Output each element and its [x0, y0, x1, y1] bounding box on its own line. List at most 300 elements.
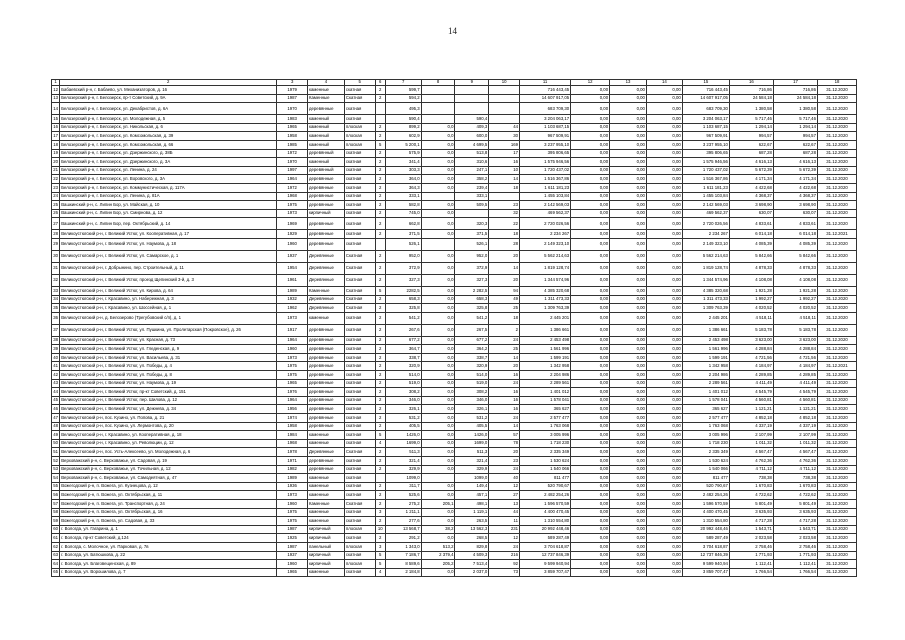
deadline-cell: 31.12.2020	[817, 324, 856, 336]
floors-cell: 2	[375, 158, 385, 167]
cost-cell: 0,00	[571, 353, 610, 362]
address-cell: Белозерский р-н, г. Белозерск, ул. Дзержинского, д. 3А	[60, 158, 277, 167]
floors-cell: 2	[375, 405, 385, 414]
cost-cell: 0,00	[610, 405, 647, 414]
year-cell: 1997	[277, 166, 308, 175]
residents-cell: 57	[489, 431, 520, 440]
table-row	[52, 405, 857, 414]
cost-cell: 20 992 448,46	[682, 525, 729, 534]
unit-cost-cell: 4 184,97	[729, 362, 773, 371]
deadline-cell: 31.12.2021	[817, 230, 856, 239]
cost-cell: 0,00	[610, 140, 647, 149]
cost-cell: 0,00	[571, 517, 610, 526]
table-row	[52, 295, 857, 304]
residential-area-cell: 952,0	[455, 250, 489, 262]
row-number: 65	[52, 568, 60, 577]
total-cost-cell: 5 562 214,63	[519, 250, 570, 262]
max-unit-cost-cell: 4 852,18	[773, 414, 817, 423]
residential-area-cell: 321,4	[455, 457, 489, 466]
cost-cell: 0,00	[610, 286, 647, 295]
cost-cell: 0,00	[610, 103, 647, 115]
column-number: 5	[344, 80, 375, 86]
cost-cell: 0,00	[646, 123, 682, 132]
unit-cost-cell: 1 011,32	[729, 439, 773, 448]
total-cost-cell: 683 709,30	[519, 103, 570, 115]
table-row	[52, 149, 857, 158]
floors-cell: 2	[375, 371, 385, 380]
table-row	[52, 388, 857, 397]
roof-type-cell: плоская	[344, 140, 375, 149]
residential-area-cell: 409,3	[455, 123, 489, 132]
row-number: 25	[52, 201, 60, 210]
table-row	[52, 396, 857, 405]
unit-cost-cell: 630,07	[729, 209, 773, 218]
total-cost-cell: 9 599 940,94	[519, 560, 570, 569]
nonresidential-area-cell: 0,0	[421, 218, 455, 230]
max-unit-cost-cell: 630,07	[773, 209, 817, 218]
total-area-cell: 326,1	[385, 405, 421, 414]
wall-material-cell: каменный	[308, 158, 345, 167]
total-cost-cell: 2 482 254,26	[519, 491, 570, 500]
wall-material-cell: деревянные	[308, 324, 345, 336]
year-cell: 1975	[277, 517, 308, 526]
deadline-cell: 31.12.2020	[817, 295, 856, 304]
total-cost-cell: 2 445 201	[519, 312, 570, 324]
roof-type-cell: скатная	[344, 388, 375, 397]
unit-cost-cell: 4 721,56	[729, 353, 773, 362]
floors-cell: 5	[375, 560, 385, 569]
cost-cell: 1 819 128,74	[682, 262, 729, 274]
cost-cell: 0,00	[610, 414, 647, 423]
unit-cost-cell: 2 023,58	[729, 534, 773, 543]
cost-cell: 0,00	[571, 158, 610, 167]
residential-area-cell: 13 562,3	[455, 525, 489, 534]
floors-cell: 2	[375, 457, 385, 466]
nonresidential-area-cell: 0,0	[421, 324, 455, 336]
deadline-cell: 31.12.2020	[817, 209, 856, 218]
roof-type-cell: скатная	[344, 405, 375, 414]
unit-cost-cell: 4 762,36	[729, 457, 773, 466]
nonresidential-area-cell	[421, 192, 455, 201]
total-area-cell: 531,2	[385, 414, 421, 423]
roof-type-cell: Скатная	[344, 448, 375, 457]
row-number: 64	[52, 560, 60, 569]
deadline-cell: 31.12.2020	[817, 439, 856, 448]
deadline-cell: 31.12.2020	[817, 183, 856, 192]
address-cell: г. Вологда, ул. Благовещенская, д. 89	[60, 560, 277, 569]
total-area-cell: 1 211,1	[385, 508, 421, 517]
residents-cell: 40	[489, 474, 520, 483]
total-cost-cell: 1 530 624	[519, 457, 570, 466]
unit-cost-cell: 4 878,33	[729, 262, 773, 274]
year-cell: 1937	[277, 551, 308, 560]
roof-type-cell: скатная	[344, 218, 375, 230]
wall-material-cell: деревянные	[308, 362, 345, 371]
address-cell: Великоустюгский р-н, г. Великий Устюг, ул. Дежнева, д. 34	[60, 405, 277, 414]
total-cost-cell: 2 453 498	[519, 336, 570, 345]
deadline-cell: 31.12.2020	[817, 525, 856, 534]
unit-cost-cell: 24 584,18	[729, 94, 773, 103]
nonresidential-area-cell: 0,0	[421, 491, 455, 500]
total-area-cell: 514,0	[385, 371, 421, 380]
residential-area-cell: 338,7	[455, 353, 489, 362]
cost-cell: 0,00	[571, 238, 610, 250]
total-area-cell: 364,3	[385, 183, 421, 192]
year-cell: 1954	[277, 262, 308, 274]
nonresidential-area-cell: 0,0	[421, 132, 455, 141]
total-area-cell: 899,2	[385, 123, 421, 132]
cost-cell: 0,00	[610, 474, 647, 483]
year-cell: 1964	[277, 396, 308, 405]
residential-area-cell	[455, 209, 489, 218]
row-number: 45	[52, 396, 60, 405]
cost-cell: 0,00	[646, 457, 682, 466]
total-area-cell: 371,5	[385, 230, 421, 239]
year-cell: 1970	[277, 158, 308, 167]
residents-cell: 14	[489, 353, 520, 362]
cost-cell: 1 310 554,80	[682, 517, 729, 526]
cost-cell: 0,00	[646, 238, 682, 250]
nonresidential-area-cell: 0,0	[421, 379, 455, 388]
unit-cost-cell: 4 833,61	[729, 218, 773, 230]
address-cell: Великоустюгский р-н, г. Красавино, ул. Набережная, д. 3	[60, 295, 277, 304]
deadline-cell: 31.12.2020	[817, 201, 856, 210]
roof-type-cell: скатная	[344, 230, 375, 239]
wall-material-cell: каменные	[308, 517, 345, 526]
cost-cell: 0,00	[571, 304, 610, 313]
floors-cell	[375, 103, 385, 115]
row-number: 35	[52, 304, 60, 313]
address-cell: Великоустюгский р-н, г. Красавино, ул. Революции, д. 12	[60, 439, 277, 448]
total-cost-cell: 1 455 103,84	[519, 192, 570, 201]
cost-cell: 0,00	[610, 218, 647, 230]
row-number: 32	[52, 274, 60, 286]
roof-type-cell: скатная	[344, 465, 375, 474]
nonresidential-area-cell: 0,0	[421, 274, 455, 286]
cost-cell: 0,00	[571, 525, 610, 534]
residents-cell: 231	[489, 525, 520, 534]
cost-cell: 0,00	[646, 312, 682, 324]
address-cell: Бабаевский р-н, г. Бабаево, ул. Механизаторов, д. 16	[60, 86, 277, 95]
total-cost-cell: 1 386 661	[519, 324, 570, 336]
roof-type-cell: скатная	[344, 149, 375, 158]
total-cost-cell: 395 806,65	[519, 149, 570, 158]
unit-cost-cell: 1 380,58	[729, 103, 773, 115]
total-area-cell: 5 200,1	[385, 140, 421, 149]
total-cost-cell: 1 344 574,96	[519, 274, 570, 286]
residents-cell: 32	[489, 209, 520, 218]
unit-cost-cell: 4 722,62	[729, 491, 773, 500]
cost-cell: 0,00	[646, 324, 682, 336]
deadline-cell: 31.12.2020	[817, 274, 856, 286]
floors-cell: 2	[375, 201, 385, 210]
address-cell: Белозерский р-н, г. Белозерск, ул. Воровского, д. 3А	[60, 175, 277, 184]
roof-type-cell: скатная	[344, 474, 375, 483]
floors-cell: 2	[375, 132, 385, 141]
cost-cell: 0,00	[610, 379, 647, 388]
residents-cell: 24	[489, 542, 520, 551]
nonresidential-area-cell: 0,0	[421, 183, 455, 192]
residents-cell: 20	[489, 448, 520, 457]
max-unit-cost-cell: 4 108,08	[773, 274, 817, 286]
cost-cell: 0,00	[571, 371, 610, 380]
roof-type-cell: скатная	[344, 457, 375, 466]
total-area-cell: 267,6	[385, 324, 421, 336]
nonresidential-area-cell: 0,0	[421, 439, 455, 448]
nonresidential-area-cell: 0,0	[421, 465, 455, 474]
floors-cell: 2	[375, 324, 385, 336]
row-number: 46	[52, 405, 60, 414]
max-unit-cost-cell: 4 518,11	[773, 312, 817, 324]
wall-material-cell: деревянные	[308, 371, 345, 380]
roof-type-cell: Скатная	[344, 250, 375, 262]
unit-cost-cell: 4 288,84	[729, 345, 773, 354]
year-cell: 1975	[277, 371, 308, 380]
total-area-cell: 321,4	[385, 457, 421, 466]
residents-cell: 73	[489, 568, 520, 577]
residential-area-cell: 364,2	[455, 345, 489, 354]
year-cell: 1960	[277, 499, 308, 508]
unit-cost-cell: 4 289,85	[729, 371, 773, 380]
nonresidential-area-cell: 0,0	[421, 149, 455, 158]
total-area-cell: 526,1	[385, 238, 421, 250]
cost-cell: 0,00	[646, 534, 682, 543]
residential-area-cell: 1699,0	[455, 439, 489, 448]
unit-cost-cell: 1 294,14	[729, 123, 773, 132]
year-cell: 1975	[277, 201, 308, 210]
year-cell: 1985	[277, 140, 308, 149]
max-unit-cost-cell: 4 020,52	[773, 304, 817, 313]
floors-cell: 3	[375, 542, 385, 551]
residential-area-cell: 333,1	[455, 192, 489, 201]
column-number: 8	[421, 80, 455, 86]
residents-cell: 18	[489, 312, 520, 324]
wall-material-cell: деревянные	[308, 405, 345, 414]
total-area-cell: 346,0	[385, 396, 421, 405]
year-cell: 1983	[277, 115, 308, 124]
residents-cell: 11	[489, 517, 520, 526]
roof-type-cell: Скатная	[344, 295, 375, 304]
table-row	[52, 192, 857, 201]
year-cell: 1936	[277, 482, 308, 491]
nonresidential-area-cell: 0,0	[421, 422, 455, 431]
cost-cell: 0,00	[610, 422, 647, 431]
row-number: 31	[52, 262, 60, 274]
year-cell: 1958	[277, 132, 308, 141]
residential-area-cell: 326,1	[455, 405, 489, 414]
total-area-cell: 308,2	[385, 388, 421, 397]
max-unit-cost-cell: 4 721,56	[773, 353, 817, 362]
address-cell: Великоустюгский р-н, пос. Кузино, ул. Попова, д. 21	[60, 414, 277, 423]
column-number: 3	[277, 80, 308, 86]
deadline-cell: 31.12.2020	[817, 542, 856, 551]
roof-type-cell: скатная	[344, 482, 375, 491]
unit-cost-cell: 3 698,90	[729, 201, 773, 210]
cost-cell: 0,00	[610, 431, 647, 440]
wall-material-cell: деревянные	[308, 379, 345, 388]
address-cell: Великоустюгский р-н, г. Великий Устюг, ул. Победы, д. 4	[60, 362, 277, 371]
address-cell: Великоустюгский р-н, г. Великий Устюг, пр-кт Советский, д. 151	[60, 388, 277, 397]
cost-cell: 0,00	[610, 262, 647, 274]
address-cell: Белозерский р-н, г. Белозерск, ул. Молодежная, д. 5	[60, 115, 277, 124]
cost-cell: 0,00	[646, 448, 682, 457]
total-area-cell: 1426,0	[385, 431, 421, 440]
cost-cell: 1 344 574,96	[682, 274, 729, 286]
total-cost-cell: 469 562,37	[519, 209, 570, 218]
address-cell: Белозерский р-н, г. Белозерск, ул. Ленина, д. 81А	[60, 192, 277, 201]
nonresidential-area-cell	[421, 103, 455, 115]
wall-material-cell: Каменные	[308, 499, 345, 508]
address-cell: Вашкинский р-н, с. Липин Бор, ул. Майская, д. 10	[60, 201, 277, 210]
residents-cell: 23	[489, 457, 520, 466]
unit-cost-cell: 5 717,46	[729, 115, 773, 124]
address-cell: Вожегодский р-н, п. Вожега, ул. Садовая, д. 33	[60, 517, 277, 526]
max-unit-cost-cell: 4 722,62	[773, 491, 817, 500]
cost-cell: 0,00	[646, 379, 682, 388]
cost-cell: 5 562 214,63	[682, 250, 729, 262]
cost-cell: 1 611 181,23	[682, 183, 729, 192]
year-cell: 1973	[277, 353, 308, 362]
wall-material-cell: каменные	[308, 508, 345, 517]
wall-material-cell: каменные	[308, 491, 345, 500]
table-row	[52, 422, 857, 431]
residents-cell: 20	[489, 274, 520, 286]
cost-cell: 0,00	[610, 362, 647, 371]
year-cell: 1975	[277, 362, 308, 371]
cost-cell: 0,00	[610, 457, 647, 466]
row-number: 61	[52, 534, 60, 543]
total-area-cell: 329,9	[385, 465, 421, 474]
nonresidential-area-cell: 0,0	[421, 353, 455, 362]
row-number: 29	[52, 238, 60, 250]
nonresidential-area-cell: 513,2	[421, 542, 455, 551]
cost-cell: 0,00	[610, 250, 647, 262]
max-unit-cost-cell: 1 121,21	[773, 405, 817, 414]
cost-cell: 0,00	[571, 123, 610, 132]
roof-type-cell: скатная	[344, 491, 375, 500]
table-row	[52, 94, 857, 103]
max-unit-cost-cell: 687,28	[773, 149, 817, 158]
cost-cell: 0,00	[610, 115, 647, 124]
unit-cost-cell: 738,38	[729, 474, 773, 483]
total-area-cell: 541,2	[385, 312, 421, 324]
roof-type-cell: скатная	[344, 345, 375, 354]
deadline-cell: 31.12.2020	[817, 286, 856, 295]
floors-cell: 2	[375, 379, 385, 388]
residential-area-cell: 677,2	[455, 336, 489, 345]
cost-cell: 0,00	[610, 238, 647, 250]
unit-cost-cell: 4 711,12	[729, 465, 773, 474]
max-unit-cost-cell: 4 085,39	[773, 238, 817, 250]
cost-cell: 0,00	[610, 499, 647, 508]
total-cost-cell: 1 561 996	[519, 345, 570, 354]
residents-cell: 13	[489, 499, 520, 508]
floors-cell: 2	[375, 94, 385, 103]
roof-type-cell: скатная	[344, 238, 375, 250]
row-number: 33	[52, 286, 60, 295]
cost-cell: 0,00	[646, 86, 682, 95]
table-row	[52, 115, 857, 124]
deadline-cell: 31.12.2020	[817, 158, 856, 167]
cost-cell: 0,00	[646, 250, 682, 262]
column-number: 4	[308, 80, 345, 86]
max-unit-cost-cell: 4 411,49	[773, 379, 817, 388]
residential-area-cell: 371,5	[455, 230, 489, 239]
roof-type-cell: скатная	[344, 414, 375, 423]
cost-cell: 0,00	[646, 132, 682, 141]
cost-cell: 469 562,37	[682, 209, 729, 218]
total-area-cell: 13 568,7	[385, 525, 421, 534]
residential-area-cell: 2 037,0	[455, 568, 489, 577]
roof-type-cell: Скатная	[344, 304, 375, 313]
cost-cell: 0,00	[646, 396, 682, 405]
total-cost-cell: 1 720 437,02	[519, 166, 570, 175]
max-unit-cost-cell: 4 422,68	[773, 183, 817, 192]
cost-cell: 0,00	[610, 551, 647, 560]
cost-cell: 0,00	[571, 230, 610, 239]
residents-cell	[489, 86, 520, 95]
wall-material-cell: деревянные	[308, 396, 345, 405]
max-unit-cost-cell: 2 107,99	[773, 431, 817, 440]
unit-cost-cell: 6 014,18	[729, 230, 773, 239]
residents-cell: 22	[489, 218, 520, 230]
wall-material-cell: деревянные	[308, 175, 345, 184]
total-area-cell: 2282,5	[385, 286, 421, 295]
year-cell: 1971	[277, 457, 308, 466]
floors-cell: 5	[375, 140, 385, 149]
table-row	[52, 183, 857, 192]
floors-cell: 2	[375, 192, 385, 201]
cost-cell: 0,00	[571, 362, 610, 371]
residents-cell	[489, 192, 520, 201]
max-unit-cost-cell: 5 801,49	[773, 499, 817, 508]
unit-cost-cell: 4 567,47	[729, 448, 773, 457]
total-cost-cell: 12 737 846,39	[519, 551, 570, 560]
cost-cell: 0,00	[646, 431, 682, 440]
max-unit-cost-cell: 2 758,46	[773, 542, 817, 551]
residents-cell: 44	[489, 123, 520, 132]
year-cell: 1964	[277, 175, 308, 184]
max-unit-cost-cell: 994,57	[773, 132, 817, 141]
cost-cell: 0,00	[571, 286, 610, 295]
total-area-cell: 1699,0	[385, 439, 421, 448]
wall-material-cell: Деревянные	[308, 250, 345, 262]
cost-cell: 0,00	[571, 149, 610, 158]
deadline-cell: 31.12.2020	[817, 86, 856, 95]
row-number: 63	[52, 551, 60, 560]
cost-cell: 3 859 707,47	[682, 568, 729, 577]
residents-cell: 16	[489, 396, 520, 405]
residents-cell: 12	[489, 534, 520, 543]
wall-material-cell: деревянные	[308, 422, 345, 431]
wall-material-cell: деревянные	[308, 103, 345, 115]
year-cell: 1937	[277, 250, 308, 262]
year-cell: 1978	[277, 448, 308, 457]
cost-cell: 0,00	[571, 414, 610, 423]
total-cost-cell: 2 335 349	[519, 448, 570, 457]
table-row	[52, 201, 857, 210]
cost-cell: 1 401 012	[682, 388, 729, 397]
cost-cell: 0,00	[571, 508, 610, 517]
cost-cell: 0,00	[646, 158, 682, 167]
row-number: 50	[52, 439, 60, 448]
total-cost-cell: 1 763 068	[519, 422, 570, 431]
nonresidential-area-cell: 0,0	[421, 166, 455, 175]
max-unit-cost-cell: 4 567,47	[773, 448, 817, 457]
table-row	[52, 465, 857, 474]
residential-area-cell	[455, 94, 489, 103]
unit-cost-cell: 2 107,99	[729, 431, 773, 440]
